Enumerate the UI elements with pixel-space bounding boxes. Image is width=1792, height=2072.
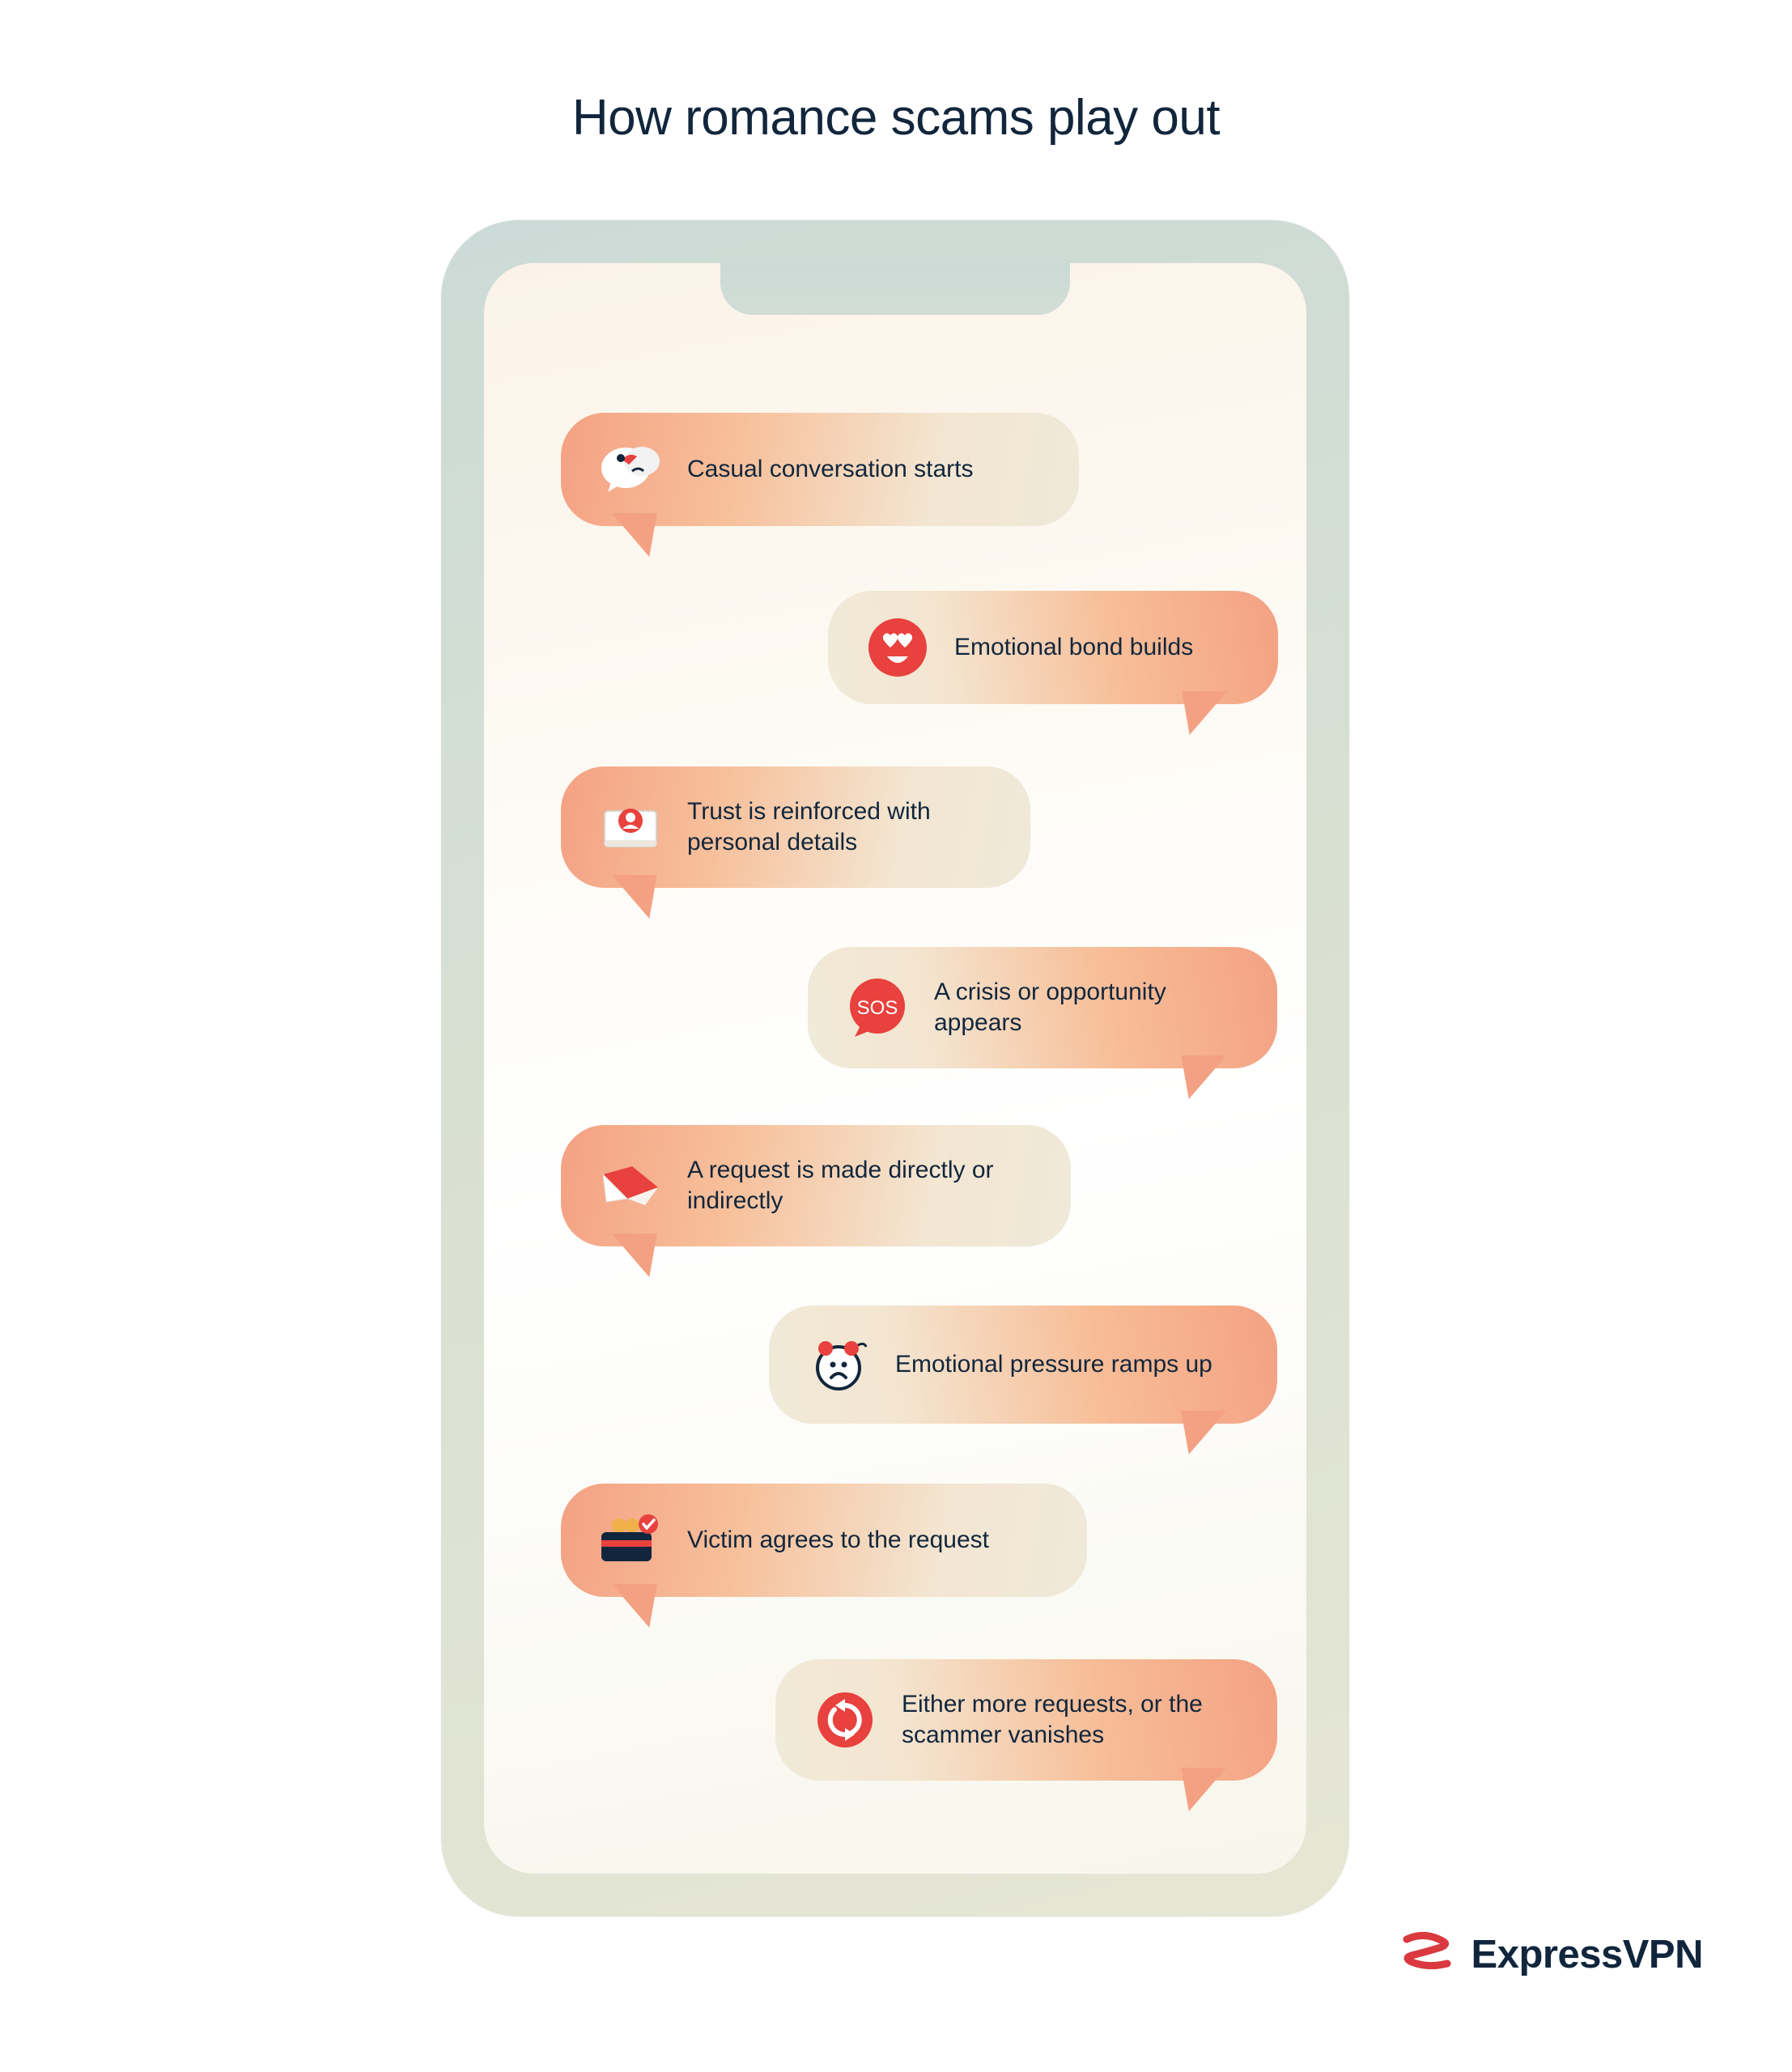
expressvpn-logo-icon	[1400, 1930, 1459, 1979]
bubble-tail	[604, 1584, 657, 1628]
step-label-6: Emotional pressure ramps up	[895, 1350, 1212, 1378]
step-label-3: Trust is reinforced with personal details	[687, 797, 931, 856]
step-label-5: A request is made directly or indirectly	[687, 1156, 994, 1214]
bubble-tail	[604, 875, 657, 919]
brand-logo[interactable]	[1400, 1930, 1703, 1979]
step-bubble-3[interactable]	[561, 766, 1030, 888]
step-bubble-4[interactable]	[808, 947, 1277, 1068]
step-label-4: A crisis or opportunity appears	[934, 978, 1166, 1036]
wallet-payment-icon	[595, 1505, 666, 1576]
step-label-1: Casual conversation starts	[687, 455, 974, 482]
alarm-clock-icon	[803, 1329, 874, 1400]
page-title: How romance scams play out	[571, 90, 1221, 146]
bubble-tail	[604, 1233, 657, 1277]
bubble-tail	[1181, 1411, 1234, 1454]
step-label-8: Either more requests, or the scammer vanishes	[902, 1690, 1203, 1748]
chat-bubbles-icon	[595, 434, 666, 505]
bubble-tail	[1182, 691, 1235, 735]
sos-icon	[842, 972, 913, 1043]
phone-notch	[720, 263, 1070, 315]
step-bubble-6[interactable]	[769, 1306, 1277, 1424]
svg-text:SOS: SOS	[856, 997, 898, 1019]
phone-frame	[441, 220, 1349, 1917]
bubble-tail	[604, 513, 657, 557]
step-bubble-7[interactable]	[561, 1484, 1087, 1597]
phone-screen	[484, 263, 1306, 1874]
step-bubble-1[interactable]	[561, 413, 1079, 526]
bubble-tail	[1181, 1055, 1234, 1099]
contact-card-icon	[595, 792, 666, 863]
step-label-7: Victim agrees to the request	[687, 1526, 989, 1553]
heart-eyes-face-icon	[862, 612, 933, 683]
brand-name: ExpressVPN	[1471, 1932, 1703, 1976]
step-bubble-5[interactable]	[561, 1125, 1071, 1246]
envelope-icon	[595, 1150, 666, 1221]
refresh-cycle-icon	[809, 1684, 881, 1756]
bubble-tail	[1181, 1768, 1234, 1811]
step-label-2: Emotional bond builds	[954, 633, 1194, 660]
step-bubble-2[interactable]	[828, 591, 1278, 704]
step-bubble-8[interactable]	[775, 1659, 1277, 1781]
